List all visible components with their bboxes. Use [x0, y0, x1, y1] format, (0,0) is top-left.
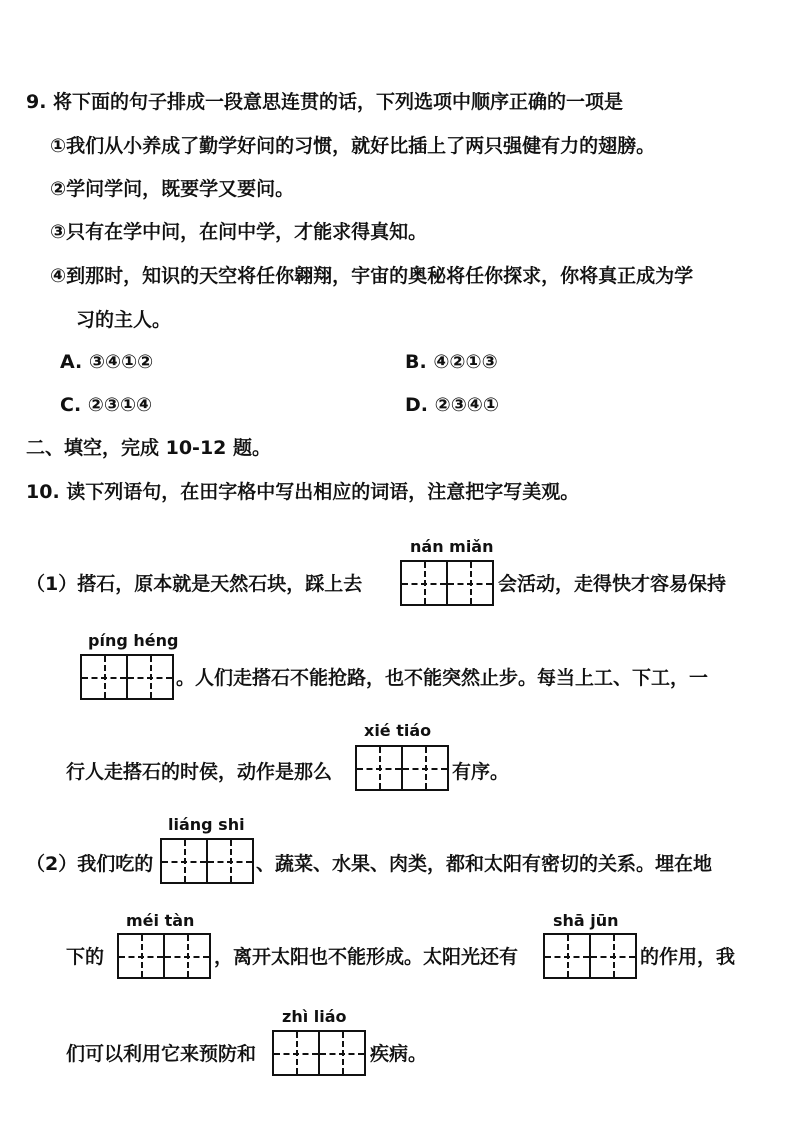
p1-line2-text: 。人们走搭石不能抢路，也不能突然止步。每当上工、下工，一 [176, 667, 709, 689]
tianzige-cell[interactable] [589, 935, 635, 977]
pinyin-meitan: méi tàn [126, 911, 195, 930]
tianzige-cell[interactable] [126, 656, 172, 698]
tianzige-meitan[interactable] [117, 933, 211, 979]
pinyin-nanmian: nán miǎn [410, 537, 494, 556]
tianzige-cell[interactable] [446, 562, 492, 604]
p2-line1-text-b: 、蔬菜、水果、肉类，都和太阳有密切的关系。埋在地 [256, 853, 713, 875]
q9-option-d[interactable]: D. ②③④① [405, 394, 499, 416]
tianzige-cell[interactable] [545, 935, 589, 977]
p2-line2-text-c: 的作用，我 [640, 946, 736, 968]
q9-sentence-2: ②学问学问，既要学又要问。 [50, 178, 295, 200]
p2-line3-text-a: 们可以利用它来预防和 [66, 1043, 257, 1065]
tianzige-cell[interactable] [318, 1032, 364, 1074]
pinyin-pingheng: píng héng [88, 631, 179, 650]
q9-option-c[interactable]: C. ②③①④ [60, 394, 153, 416]
tianzige-cell[interactable] [274, 1032, 318, 1074]
tianzige-cell[interactable] [206, 840, 252, 882]
tianzige-nanmian[interactable] [400, 560, 494, 606]
p2-line2-text-b: ，离开太阳也不能形成。太阳光还有 [214, 946, 519, 968]
p1-line3-text-b: 有序。 [452, 761, 510, 783]
pinyin-liangshi: liáng shi [168, 815, 245, 834]
p1-line3-text-a: 行人走搭石的时侯，动作是那么 [66, 761, 333, 783]
tianzige-xietiao[interactable] [355, 745, 449, 791]
q9-option-b[interactable]: B. ④②①③ [405, 351, 498, 373]
q9-sentence-4: ④到那时，知识的天空将任你翱翔，宇宙的奥秘将任你探求，你将真正成为学 [50, 265, 694, 287]
tianzige-cell[interactable] [119, 935, 163, 977]
tianzige-zhiliao[interactable] [272, 1030, 366, 1076]
q9-sentence-1: ①我们从小养成了勤学好问的习惯，就好比插上了两只强健有力的翅膀。 [50, 135, 656, 157]
tianzige-cell[interactable] [402, 562, 446, 604]
tianzige-cell[interactable] [357, 747, 401, 789]
p2-line2-text-a: 下的 [66, 946, 105, 968]
p2-line1-text-a: （2）我们吃的 [26, 853, 154, 875]
tianzige-cell[interactable] [163, 935, 209, 977]
tianzige-cell[interactable] [82, 656, 126, 698]
p1-line1-text-b: 会活动，走得快才容易保持 [498, 573, 727, 595]
tianzige-pingheng[interactable] [80, 654, 174, 700]
p2-line3-text-b: 疾病。 [370, 1043, 428, 1065]
pinyin-shajun: shā jūn [553, 911, 619, 930]
tianzige-cell[interactable] [401, 747, 447, 789]
section-heading: 二、填空，完成 10-12 题。 [26, 437, 271, 459]
tianzige-cell[interactable] [162, 840, 206, 882]
p1-line1-text-a: （1）搭石，原本就是天然石块，踩上去 [26, 573, 363, 595]
pinyin-zhiliao: zhì liáo [282, 1007, 347, 1026]
q10-stem: 10. 读下列语句，在田字格中写出相应的词语，注意把字写美观。 [26, 481, 580, 503]
q9-sentence-3: ③只有在学中问，在问中学，才能求得真知。 [50, 221, 428, 243]
q9-stem: 9. 将下面的句子排成一段意思连贯的话，下列选项中顺序正确的一项是 [26, 91, 624, 113]
tianzige-liangshi[interactable] [160, 838, 254, 884]
q9-sentence-4-cont: 习的主人。 [76, 309, 172, 331]
tianzige-shajun[interactable] [543, 933, 637, 979]
q9-option-a[interactable]: A. ③④①② [60, 351, 154, 373]
pinyin-xietiao: xié tiáo [364, 721, 432, 740]
